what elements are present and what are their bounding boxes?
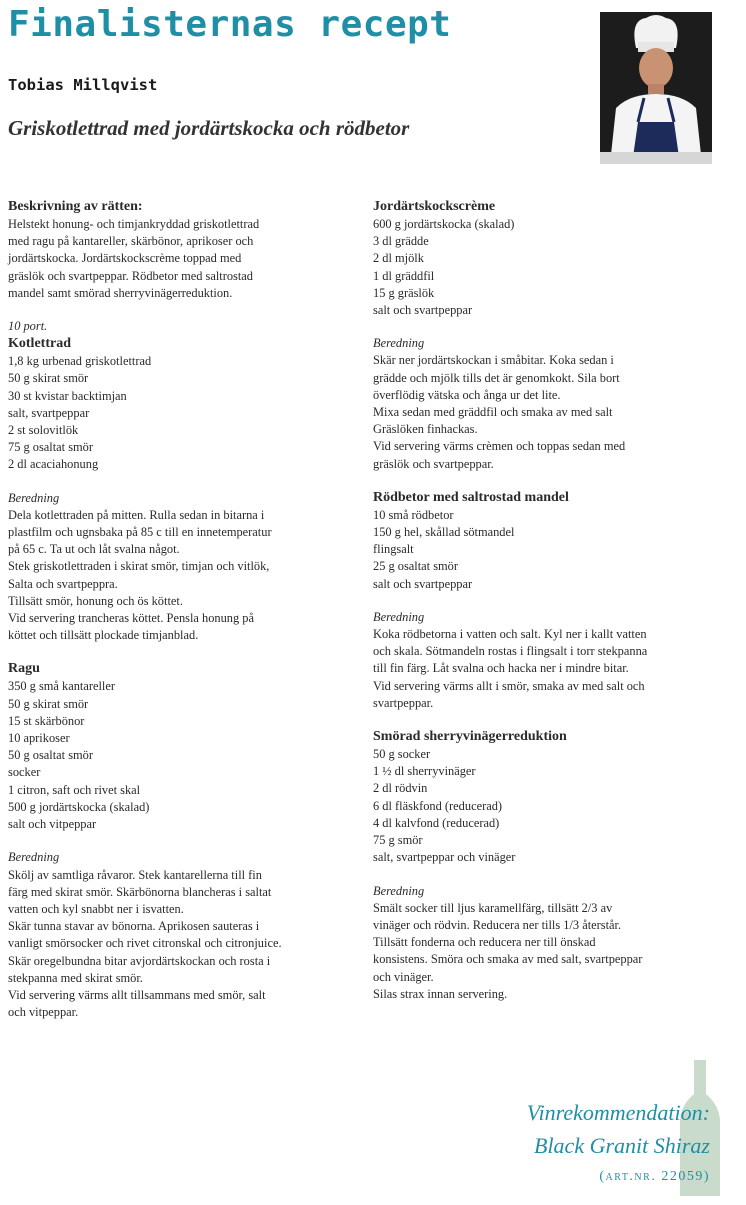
ingredient-item: 350 g små kantareller	[8, 679, 116, 694]
method-line: Salta och svartpeppra.	[8, 576, 118, 591]
text-line: gräslök och svartpeppar. Rödbetor med saltrostad	[8, 268, 253, 283]
ingredient-item: 50 g skirat smör	[8, 371, 89, 386]
description-heading: Beskrivning av rätten:	[8, 199, 143, 214]
method-line: vatten och kyl snabbt ner i isvatten.	[8, 901, 184, 916]
ingredient-item: 50 g skirat smör	[8, 696, 89, 711]
ingredient-item: salt och vitpeppar	[8, 817, 97, 832]
method-heading: Beredning	[8, 850, 60, 865]
method-line: vinäger och rödvin. Reducera ner tills 1/3 återstår.	[373, 917, 622, 932]
method-line: och skala. Sötmandeln rostas i flingsalt i torr stekpanna	[373, 644, 648, 659]
ingredient-item: 10 små rödbetor	[373, 507, 454, 522]
method-line: Tillsätt fonderna och reducera ner till önskad	[373, 935, 596, 950]
dish-title: Griskotlettrad med jordärtskocka och rödbetor	[8, 116, 410, 140]
ingredient-item: 6 dl fläskfond (reducerad)	[373, 798, 503, 813]
ingredient-item: 50 g socker	[373, 747, 431, 762]
method-heading: Beredning	[373, 883, 425, 898]
method-line: och vitpeppar.	[8, 1005, 79, 1020]
ingredient-item: 15 g gräslök	[373, 285, 435, 300]
ingredient-item: 1,8 kg urbenad griskotlettrad	[8, 354, 152, 369]
method-line: Smält socker till ljus karamellfärg, tillsätt 2/3 av	[373, 900, 613, 915]
method-line: till fin färg. Låt svalna och hacka ner i mindre bitar.	[373, 661, 629, 676]
method-line: Skölj av samtliga råvaror. Stek kantarellerna till fin	[8, 867, 262, 882]
ingredient-item: salt och svartpeppar	[373, 303, 473, 318]
method-line: Skär oregelbundna bitar avjordärtskockan och rosta i	[8, 953, 271, 968]
reduktion-ingredients	[373, 728, 718, 866]
method-line: Skär ner jordärtskockan i småbitar. Koka sedan i	[373, 353, 614, 368]
method-line: Dela kotlettraden på mitten. Rulla sedan in bitarna i	[8, 507, 265, 522]
method-line: Gräslöken finhackas.	[373, 422, 478, 437]
ingredient-item: 3 dl grädde	[373, 234, 429, 249]
text-line: mandel samt smörad sherryvinägerreduktion.	[8, 285, 233, 300]
rodbetor-method	[373, 609, 718, 712]
method-line: Skär tunna stavar av bönorna. Aprikosen sauteras i	[8, 919, 260, 934]
method-line: stekpanna med skirat smör.	[8, 970, 143, 985]
kotlettrad-method	[8, 490, 353, 645]
ingredient-item: 500 g jordärtskocka (skalad)	[8, 799, 150, 814]
method-line: Koka rödbetorna i vatten och salt. Kyl ner i kallt vatten	[373, 627, 647, 642]
ingredient-item: 10 aprikoser	[8, 731, 70, 746]
method-line: Vid servering värms allt tillsammans med smör, salt	[8, 987, 266, 1002]
ingredient-item: 1 ½ dl sherryvinäger	[373, 764, 476, 779]
wine-article-number: (art.nr. 22059)	[599, 1169, 710, 1184]
method-line: grädde och mjölk tills det är genomkokt. Sila bort	[373, 370, 620, 385]
ingredient-item: salt och svartpeppar	[373, 576, 473, 591]
rodbetor-heading: Rödbetor med saltrostad mandel	[373, 489, 569, 505]
ingredient-item: 1 citron, saft och rivet skal	[8, 782, 141, 797]
method-line: Mixa sedan med gräddfil och smaka av med salt	[373, 405, 613, 420]
description-section	[8, 198, 353, 302]
ingredient-item: 150 g hel, skållad sötmandel	[373, 525, 515, 540]
ingredient-item: 75 g osaltat smör	[8, 440, 94, 455]
method-line: Silas strax innan servering.	[373, 986, 508, 1001]
creme-heading: Jordärtskockscrème	[373, 199, 496, 214]
ingredient-item: 30 st kvistar backtimjan	[8, 388, 127, 403]
ingredient-item: 2 st solovitlök	[8, 423, 79, 438]
ingredient-item: 2 dl acaciahonung	[8, 457, 99, 472]
ingredient-item: 50 g osaltat smör	[8, 748, 94, 763]
page-title: Finalisternas recept	[8, 4, 452, 45]
ingredient-item: 1 dl gräddfil	[373, 268, 435, 283]
method-line: Vid servering värms crèmen och toppas sedan med	[373, 439, 626, 454]
method-line: gräslök och svartpeppar.	[373, 456, 494, 471]
method-heading: Beredning	[373, 336, 425, 351]
reduktion-heading: Smörad sherryvinägerreduktion	[373, 729, 567, 745]
reduktion-method	[373, 883, 718, 1003]
method-line: färg med skirat smör. Skärbönorna blancheras i saltat	[8, 884, 272, 899]
rodbetor-ingredients	[373, 489, 718, 593]
ingredient-item: socker	[8, 765, 41, 780]
ingredient-item: 2 dl rödvin	[373, 781, 428, 796]
method-line: på 65 c. Ta ut och låt svalna något.	[8, 542, 180, 557]
chef-name: Tobias Millqvist	[8, 76, 158, 94]
method-line: vanligt smörsocker och rivet citronskal och citronjuice.	[8, 936, 282, 951]
wine-label: Vinrekommendation:	[526, 1100, 710, 1125]
ingredient-item: 25 g osaltat smör	[373, 559, 459, 574]
wine-recommendation	[527, 1098, 710, 1190]
left-column	[8, 198, 353, 1037]
ragu-ingredients	[8, 660, 353, 833]
method-line: överflödig vätska och ånga ur det lite.	[373, 387, 561, 402]
ingredient-item: flingsalt	[373, 542, 414, 557]
kotlettrad-heading: Kotlettrad	[8, 336, 71, 352]
wine-name: Black Granit Shiraz	[534, 1133, 710, 1158]
method-line: Stek griskotlettraden i skirat smör, timjan och vitlök,	[8, 559, 270, 574]
text-line: med ragu på kantareller, skärbönor, aprikoser och	[8, 234, 254, 249]
creme-method	[373, 335, 718, 473]
method-line: svartpeppar.	[373, 695, 434, 710]
chef-photo	[600, 12, 712, 164]
method-heading: Beredning	[373, 609, 425, 624]
kotlettrad-ingredients	[8, 335, 353, 473]
ingredient-item: salt, svartpeppar	[8, 405, 90, 420]
description-text	[8, 216, 353, 302]
portions: 10 port.	[8, 319, 48, 334]
ragu-heading: Ragu	[8, 661, 40, 677]
ingredient-item: 75 g smör	[373, 833, 423, 848]
method-line: plastfilm och ugnsbaka på 85 c till en innetemperatur	[8, 525, 272, 540]
method-line: Vid servering värms allt i smör, smaka av med salt och	[373, 678, 645, 693]
method-line: Vid servering trancheras köttet. Pensla honung på	[8, 611, 254, 626]
ingredient-item: 600 g jordärtskocka (skalad)	[373, 217, 515, 231]
method-line: och vinäger.	[373, 969, 434, 984]
text-line: jordärtskocka. Jordärtskockscrème toppad med	[8, 251, 242, 266]
method-line: Tillsätt smör, honung och ös köttet.	[8, 593, 183, 608]
ingredient-item: 15 st skärbönor	[8, 713, 85, 728]
chef-photo-icon	[600, 12, 712, 164]
method-line: köttet och tillsätt plockade timjanblad.	[8, 628, 199, 643]
method-heading: Beredning	[8, 490, 60, 505]
creme-ingredients	[373, 198, 718, 319]
right-column	[373, 198, 718, 1019]
ingredient-item: 4 dl kalvfond (reducerad)	[373, 815, 500, 830]
method-line: konsistens. Smöra och smaka av med salt, svartpeppar	[373, 952, 643, 967]
ingredient-item: salt, svartpeppar och vinäger	[373, 850, 516, 865]
ingredient-item: 2 dl mjölk	[373, 251, 424, 266]
text-line: Helstekt honung- och timjankryddad griskotlettrad	[8, 217, 260, 231]
ragu-method	[8, 849, 353, 1021]
